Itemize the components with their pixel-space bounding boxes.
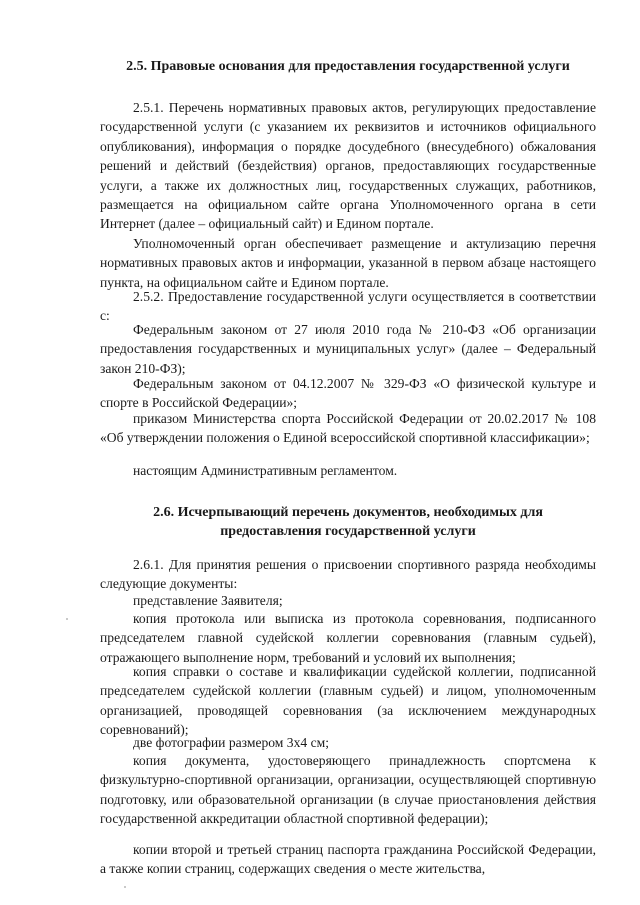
scan-speck (66, 618, 68, 620)
scan-speck (124, 886, 126, 888)
paragraph-2-6-1: 2.6.1. Для принятия решения о присвоении спортивного разряда необходимы следующие документы: (100, 557, 596, 592)
paragraph-authorized-body: Уполномоченный орган обеспечивает размещение и актулизацию перечня нормативных правовых актов и информации, указанной в первом абзаце настоящего пункта, на официальном сайте и Едином портале. (100, 236, 596, 290)
list-item-photos: две фотографии размером 3х4 см; (133, 735, 330, 750)
paragraph-law-210: Федеральным законом от 27 июля 2010 года № 210-ФЗ «Об организации предоставления государственных и муниципальных услуг» (далее – Федеральный закон 210-ФЗ); (100, 322, 596, 376)
paragraph-order-108: приказом Министерства спорта Российской Федерации от 20.02.2017 № 108 «Об утверждении положения о Единой всероссийской спортивной классификации»; (100, 411, 596, 446)
paragraph-regulation: настоящим Административным регламентом. (133, 463, 398, 478)
list-item-affiliation-document: копия документа, удостоверяющего принадлежность спортсмена к физкультурно-спортивной организации, организации, осуществляющей спортивную подготовку, или образовательной организации (в случае приостановления действия государственной аккредитации областной спортивной федерации); (100, 753, 596, 827)
paragraph-law-329: Федеральным законом от 04.12.2007 № 329-ФЗ «О физической культуре и спорте в Российской Федерации»; (100, 376, 596, 411)
section-2-6-heading-line-2: предоставления государственной услуги (220, 524, 476, 539)
list-item-referee-certificate: копия справки о составе и квалификации судейской коллегии, подписанной председателем судейской коллегии (главным судьей) и лицом, уполномоченным организацией, проводящей соревнования (за исключением международных соревнований); (100, 664, 596, 738)
paragraph-2-5-1: 2.5.1. Перечень нормативных правовых актов, регулирующих предоставление государственной услуги (с указанием их реквизитов и источников официального опубликования), информация о порядке досудебного (внесудебного) обжалования решений и действий (бездействия) органов, предоставляющих государственные услуги, а также их должностных лиц, государственных служащих, работников, размещается на официальном сайте органа Уполномоченного органа в сети Интернет (далее – официальный сайт) и Едином портале. (100, 100, 596, 232)
list-item-applicant-submission: представление Заявителя; (133, 593, 283, 608)
list-item-passport-copies: копии второй и третьей страниц паспорта гражданина Российской Федерации, а также копии страниц, содержащих сведения о месте жительства, (100, 842, 596, 877)
section-2-5-heading: 2.5. Правовые основания для предоставления государственной услуги (126, 59, 570, 74)
section-2-6-heading (100, 503, 596, 541)
list-item-protocol-copy: копия протокола или выписка из протокола соревнования, подписанного председателем главной судейской коллегии соревнования (главным судьей), отражающего выполнение норм, требований и условий их выполнения; (100, 611, 596, 665)
section-2-6-heading-line-1: 2.6. Исчерпывающий перечень документов, необходимых для (153, 505, 543, 520)
paragraph-2-5-2: 2.5.2. Предоставление государственной услуги осуществляется в соответствии с: (100, 289, 596, 324)
